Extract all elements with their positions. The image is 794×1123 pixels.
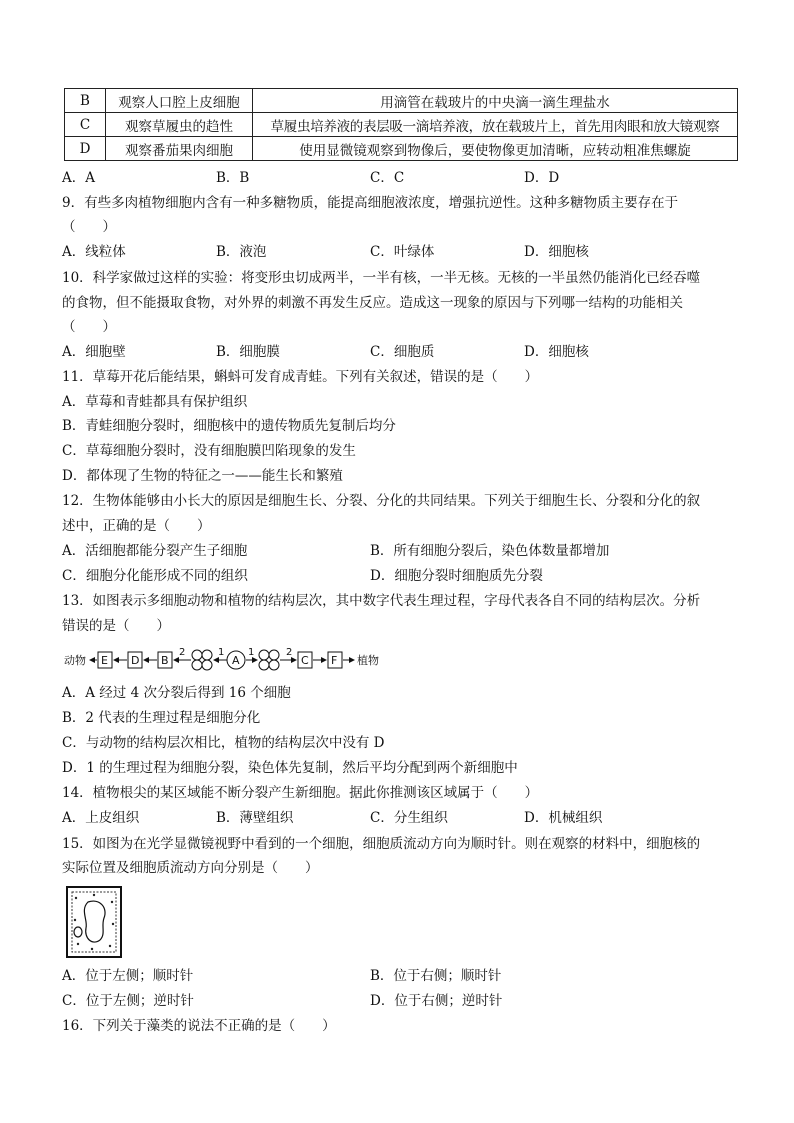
table-cell-letter: D xyxy=(65,137,106,161)
table-cell-name: 观察草履虫的趋性 xyxy=(106,113,253,137)
table-row xyxy=(65,137,738,161)
q12-options-row2 xyxy=(62,566,742,586)
q8-option-b[interactable]: B．B xyxy=(216,170,250,186)
q8-option-table xyxy=(64,88,738,161)
q9-stem-line1: 9．有些多肉植物细胞内含有一种多糖物质，能提高细胞液浓度，增强抗逆性。这种多糖物质主要存在于 xyxy=(62,195,679,211)
q15-option-a[interactable]: A．位于左侧；顺时针 xyxy=(62,968,194,984)
diagram-process-2-right: 2 xyxy=(286,647,293,658)
table-cell-name: 观察番茄果肉细胞 xyxy=(106,137,253,161)
q12-options-row1 xyxy=(62,541,742,561)
table-cell-letter: C xyxy=(65,113,106,137)
q9-option-c[interactable]: C．叶绿体 xyxy=(370,244,435,260)
diagram-process-1-right: 1 xyxy=(248,647,255,658)
table-row xyxy=(65,89,738,113)
q13-option-d[interactable]: D．1 的生理过程为细胞分裂，染色体先复制，然后平均分配到两个新细胞中 xyxy=(62,760,518,776)
table-cell-operation: 用滴管在载玻片的中央滴一滴生理盐水 xyxy=(253,89,738,113)
q14-option-a[interactable]: A．上皮组织 xyxy=(62,810,140,826)
q10-option-c[interactable]: C．细胞质 xyxy=(370,344,435,360)
q13-option-b[interactable]: B．2 代表的生理过程是细胞分化 xyxy=(62,710,261,726)
table-cell-operation: 使用显微镜观察到物像后，要使物像更加清晰，应转动粗准焦螺旋 xyxy=(253,137,738,161)
q11-option-d[interactable]: D．都体现了生物的特征之一——能生长和繁殖 xyxy=(62,468,343,484)
q10-stem-line2: 的食物，但不能摄取食物，对外界的刺激不再发生反应。造成这一现象的原因与下列哪一结构的功能相关 xyxy=(62,295,683,311)
q8-option-d[interactable]: D．D xyxy=(524,170,560,186)
q11-stem: 11．草莓开花后能结果，蝌蚪可发育成青蛙。下列有关叙述，错误的是（ ） xyxy=(62,369,539,385)
q10-stem-line3: （ ） xyxy=(62,319,116,335)
diagram-process-2-left: 2 xyxy=(179,647,186,658)
q13-option-c[interactable]: C．与动物的结构层次相比，植物的结构层次中没有 D xyxy=(62,735,385,751)
q10-stem-line1: 10．科学家做过这样的实验：将变形虫切成两半，一半有核，一半无核。无核的一半虽然仍能消化已经吞噬 xyxy=(62,270,701,286)
q10-option-a[interactable]: A．细胞壁 xyxy=(62,344,126,360)
q13-stem-line1: 13．如图表示多细胞动物和植物的结构层次，其中数字代表生理过程，字母代表各自不同的结构层次。分析 xyxy=(62,593,701,609)
q11-option-b[interactable]: B．青蛙细胞分裂时，细胞核中的遗传物质先复制后均分 xyxy=(62,418,396,434)
q8-option-c[interactable]: C．C xyxy=(370,170,405,186)
q9-option-a[interactable]: A．线粒体 xyxy=(62,244,126,260)
q9-option-d[interactable]: D．细胞核 xyxy=(524,244,589,260)
q15-stem-line2: 实际位置及细胞质流动方向分别是（ ） xyxy=(62,860,319,876)
q16-stem: 16．下列关于藻类的说法不正确的是（ ） xyxy=(62,1018,336,1034)
q10-option-d[interactable]: D．细胞核 xyxy=(524,344,589,360)
diagram-process-1-left: 1 xyxy=(218,647,225,658)
diagram-four-cell-left xyxy=(192,650,212,670)
nucleus-shape xyxy=(74,927,82,937)
table-cell-letter: B xyxy=(65,89,106,113)
q13-stem-line2: 错误的是（ ） xyxy=(62,618,170,634)
q8-option-a[interactable]: A．A xyxy=(62,170,95,186)
q12-stem-line2: 述中，正确的是（ ） xyxy=(62,518,211,534)
q15-options-row1 xyxy=(62,966,742,986)
diagram-label-animal: 动物 xyxy=(64,654,86,667)
diagram-four-cell-right xyxy=(259,650,279,670)
diagram-label-a: A xyxy=(232,654,240,667)
q9-option-b[interactable]: B．液泡 xyxy=(216,244,267,260)
q10-option-b[interactable]: B．细胞膜 xyxy=(216,344,280,360)
diagram-label-d: D xyxy=(131,654,140,667)
q15-stem-line1: 15．如图为在光学显微镜视野中看到的一个细胞，细胞质流动方向为顺时针。则在观察的材料中，细胞核的 xyxy=(62,836,701,852)
q12-option-d[interactable]: D．细胞分裂时细胞质先分裂 xyxy=(370,568,543,584)
table-cell-operation: 草履虫培养液的表层吸一滴培养液，放在载玻片上，首先用肉眼和放大镜观察 xyxy=(253,113,738,137)
q10-options xyxy=(62,342,742,362)
diagram-label-e: E xyxy=(101,654,108,667)
plant-cell-figure xyxy=(64,884,124,960)
q15-options-row2 xyxy=(62,991,742,1011)
q11-option-c[interactable]: C．草莓细胞分裂时，没有细胞膜凹陷现象的发生 xyxy=(62,443,356,459)
diagram-label-plant: 植物 xyxy=(357,654,379,667)
q12-stem-line1: 12．生物体能够由小长大的原因是细胞生长、分裂、分化的共同结果。下列关于细胞生长、分裂和分化的叙 xyxy=(62,493,701,509)
diagram-label-f: F xyxy=(331,654,338,667)
vacuole-shape xyxy=(84,901,105,942)
q15-option-d[interactable]: D．位于右侧；逆时针 xyxy=(370,993,503,1009)
q15-option-b[interactable]: B．位于右侧；顺时针 xyxy=(370,968,502,984)
q14-option-d[interactable]: D．机械组织 xyxy=(524,810,603,826)
q8-options xyxy=(62,168,742,188)
diagram-label-c: C xyxy=(301,654,309,667)
table-cell-name: 观察人口腔上皮细胞 xyxy=(106,89,253,113)
q14-option-c[interactable]: C．分生组织 xyxy=(370,810,448,826)
diagram-label-b: B xyxy=(161,654,169,667)
q12-option-a[interactable]: A．活细胞都能分裂产生子细胞 xyxy=(62,543,248,559)
q14-stem: 14．植物根尖的某区域能不断分裂产生新细胞。据此你推测该区域属于（ ） xyxy=(62,785,539,801)
structure-hierarchy-diagram xyxy=(64,646,384,674)
q14-options xyxy=(62,808,742,828)
q14-option-b[interactable]: B．薄壁组织 xyxy=(216,810,294,826)
q12-option-b[interactable]: B．所有细胞分裂后，染色体数量都增加 xyxy=(370,543,610,559)
q9-stem-line2: （ ） xyxy=(62,219,116,235)
q12-option-c[interactable]: C．细胞分化能形成不同的组织 xyxy=(62,568,248,584)
q11-option-a[interactable]: A．草莓和青蛙都具有保护组织 xyxy=(62,394,248,410)
q9-options xyxy=(62,242,742,262)
table-row xyxy=(65,113,738,137)
q15-option-c[interactable]: C．位于左侧；逆时针 xyxy=(62,993,194,1009)
q13-option-a[interactable]: A．A 经过 4 次分裂后得到 16 个细胞 xyxy=(62,685,291,701)
